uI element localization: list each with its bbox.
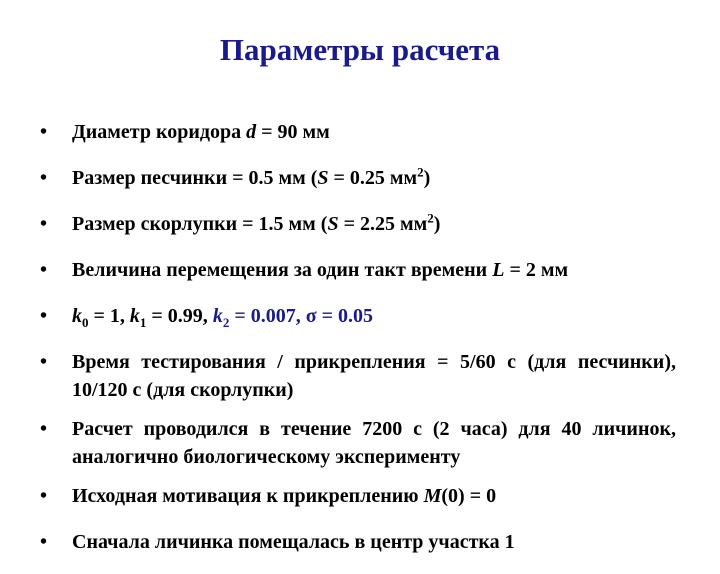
bullet-list [40,118,676,574]
bullet-text: Расчет проводился в течение 7200 с (2 часа) для 40 личинок, аналогично биологическому эксперименту [72,418,676,468]
list-item [40,528,676,556]
bullet-text: Время тестирования / прикрепления = 5/60 с (для песчинки), 10/120 с (для скорлупки) [72,351,676,401]
list-item [40,210,676,238]
bullet-dot: • [40,351,48,373]
subscript: 2 [222,315,230,330]
variable: M [423,485,442,507]
bullet-dot: • [40,213,48,235]
variable: S [327,213,339,235]
bullet-text: Диаметр коридора [72,121,247,143]
variable: k [212,305,223,327]
bullet-text: Исходная мотивация к прикреплению [72,485,424,507]
variable: k [129,305,140,327]
bullet-text: = 0.25 мм [328,167,418,189]
superscript: 2 [427,210,434,226]
bullet-text: = 2.25 мм [338,213,428,235]
list-item [40,256,676,284]
variable: d [246,121,257,143]
list-item [40,164,676,192]
variable: k [72,305,82,327]
bullet-text: = 0.99, [146,305,213,327]
list-item [40,302,676,330]
highlighted-params [212,305,373,330]
bullet-dot: • [40,305,48,327]
bullet-dot: • [40,485,48,507]
bullet-text: Размер песчинки = 0.5 мм ( [72,167,318,189]
bullet-dot: • [40,418,48,440]
bullet-dot: • [40,167,48,189]
bullet-text: (0) = 0 [441,485,497,507]
variable: L [492,259,505,281]
bullet-text: = 90 мм [256,121,330,143]
bullet-dot: • [40,259,48,281]
bullet-text: Сначала личинка помещалась в центр участка 1 [72,531,515,553]
slide-title: Параметры расчета [219,32,501,67]
bullet-text: = 1, [88,305,130,327]
subscript: 1 [139,315,147,330]
list-item [40,118,676,146]
bullet-text: Размер скорлупки = 1.5 мм ( [72,213,328,235]
bullet-text: = 2 мм [504,259,569,281]
subscript: 0 [82,315,89,330]
bullet-text: ) [423,167,431,189]
list-item [40,482,676,510]
list-item [40,348,676,404]
variable: S [317,167,329,189]
list-item [40,415,676,471]
bullet-dot: • [40,121,48,143]
bullet-text: = 0.007, σ = 0.05 [229,305,373,327]
bullet-text: ) [433,213,441,235]
bullet-text: Величина перемещения за один такт времени [72,259,493,281]
superscript: 2 [417,164,424,180]
bullet-dot: • [40,531,48,553]
